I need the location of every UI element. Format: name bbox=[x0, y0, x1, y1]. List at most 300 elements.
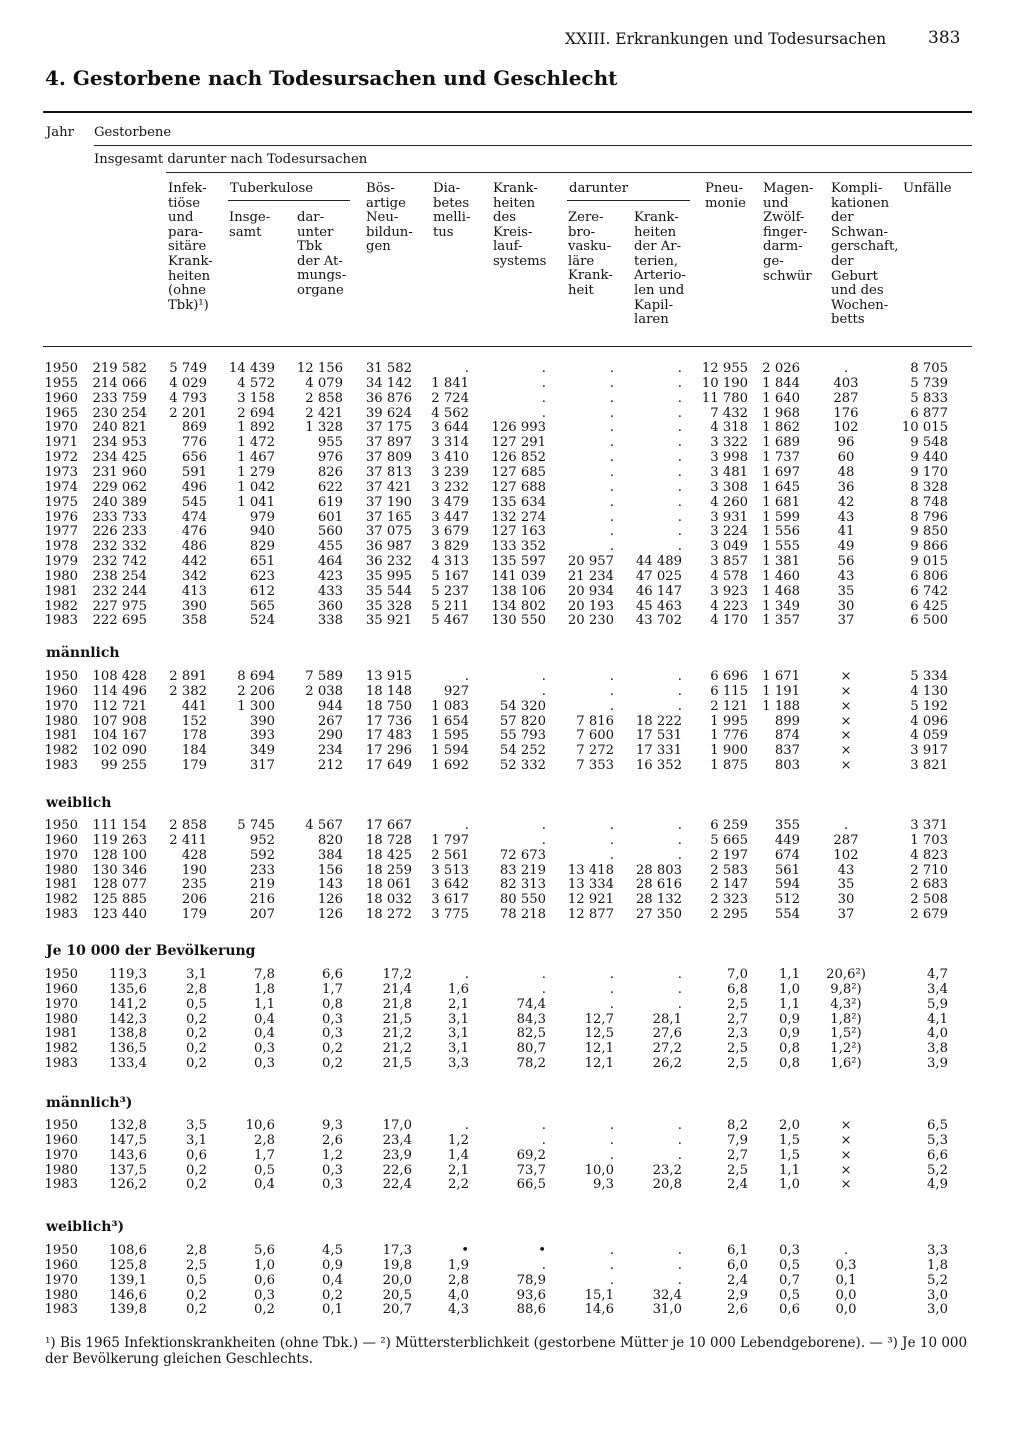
cell-insgesamt: 139,1 bbox=[109, 1272, 147, 1288]
cell-boesartig: 18 425 bbox=[365, 847, 412, 863]
cell-kreislauf: . bbox=[541, 818, 546, 833]
cell-insgesamt: 135,6 bbox=[109, 981, 147, 997]
cell-zerebro: . bbox=[609, 420, 614, 436]
cell-zerebro: . bbox=[609, 818, 614, 833]
cell-boesartig: 17 296 bbox=[365, 743, 412, 759]
cell-magen: 1 357 bbox=[762, 613, 800, 629]
cell-pneumonie: 6 259 bbox=[710, 818, 748, 833]
cell-zerebro: 12,7 bbox=[584, 1011, 614, 1027]
cell-diabetes: 2 561 bbox=[431, 847, 469, 863]
cell-infekt: 152 bbox=[181, 713, 207, 729]
cell-infekt: 591 bbox=[181, 464, 207, 480]
cell-year: 1970 bbox=[44, 996, 78, 1012]
cell-tbk-darunter: 1,2 bbox=[322, 1147, 343, 1163]
cell-tbk-darunter: 126 bbox=[317, 907, 343, 923]
cell-tbk-insgesamt: 393 bbox=[249, 728, 275, 744]
cell-infekt: 179 bbox=[181, 907, 207, 923]
cell-pneumonie: 2 197 bbox=[710, 847, 748, 863]
cell-kreislauf: . bbox=[541, 1118, 546, 1133]
cell-year: 1971 bbox=[44, 435, 78, 451]
cell-arterien: . bbox=[677, 1118, 682, 1133]
cell-infekt: 2 858 bbox=[169, 818, 207, 833]
cell-schwanger: 56 bbox=[837, 554, 855, 570]
cell-magen: 837 bbox=[774, 743, 800, 759]
table-row bbox=[0, 892, 1024, 908]
cell-schwanger: 96 bbox=[837, 435, 855, 451]
cell-insgesamt: 114 496 bbox=[92, 683, 147, 699]
cell-boesartig: 34 142 bbox=[365, 375, 412, 391]
col-kreislauf: Krank- heiten des Kreis- lauf- systems bbox=[493, 181, 547, 269]
cell-year: 1981 bbox=[44, 728, 78, 744]
cell-zerebro: 20 230 bbox=[567, 613, 614, 629]
cell-tbk-darunter: 0,8 bbox=[322, 996, 343, 1012]
cell-infekt: 0,2 bbox=[186, 1177, 207, 1193]
cell-year: 1950 bbox=[44, 818, 78, 833]
cell-tbk-insgesamt: 1,1 bbox=[254, 996, 275, 1012]
cell-kreislauf: 127 163 bbox=[491, 524, 546, 540]
table-row bbox=[0, 863, 1024, 879]
cell-pneumonie: 8,2 bbox=[727, 1118, 748, 1133]
cell-infekt: 486 bbox=[181, 539, 207, 555]
cell-boesartig: 17,2 bbox=[382, 967, 412, 982]
table-row bbox=[0, 599, 1024, 615]
cell-magen: 554 bbox=[774, 907, 800, 923]
cell-zerebro: 20 193 bbox=[567, 598, 614, 614]
cell-schwanger: 176 bbox=[833, 405, 859, 421]
cell-tbk-darunter: 6,6 bbox=[322, 967, 343, 982]
cell-boesartig: 36 876 bbox=[365, 390, 412, 406]
cell-magen: 1,1 bbox=[779, 967, 800, 982]
cell-insgesamt: 108,6 bbox=[109, 1243, 147, 1258]
cell-kreislauf: 138 106 bbox=[491, 583, 546, 599]
cell-insgesamt: 108 428 bbox=[92, 669, 147, 684]
cell-diabetes: 2,1 bbox=[448, 996, 469, 1012]
table-row bbox=[0, 1302, 1024, 1318]
cell-diabetes: 1 692 bbox=[431, 758, 469, 774]
cell-schwanger: × bbox=[840, 683, 852, 699]
cell-zerebro: . bbox=[609, 539, 614, 555]
cell-schwanger: 9,8²) bbox=[830, 981, 862, 997]
cell-pneumonie: 3 998 bbox=[710, 450, 748, 466]
cell-boesartig: 37 813 bbox=[365, 464, 412, 480]
cell-insgesamt: 136,5 bbox=[109, 1041, 147, 1057]
cell-arterien: 46 147 bbox=[635, 583, 682, 599]
cell-schwanger: × bbox=[840, 728, 852, 744]
cell-unfaelle: 2 710 bbox=[910, 862, 948, 878]
cell-zerebro: . bbox=[609, 669, 614, 684]
cell-arterien: . bbox=[677, 818, 682, 833]
cell-diabetes: 927 bbox=[443, 683, 469, 699]
cell-kreislauf: 74,4 bbox=[516, 996, 546, 1012]
cell-year: 1983 bbox=[44, 613, 78, 629]
cell-kreislauf: 135 597 bbox=[491, 554, 546, 570]
cell-magen: 1 349 bbox=[762, 598, 800, 614]
cell-infekt: 3,1 bbox=[186, 967, 207, 982]
cell-tbk-darunter: 2,6 bbox=[322, 1132, 343, 1148]
cell-arterien: . bbox=[677, 981, 682, 997]
cell-infekt: 206 bbox=[181, 892, 207, 908]
cell-kreislauf: 69,2 bbox=[516, 1147, 546, 1163]
cell-diabetes: 4,0 bbox=[448, 1287, 469, 1303]
section-label: weiblich bbox=[46, 795, 112, 811]
cell-zerebro: 13 418 bbox=[567, 862, 614, 878]
cell-unfaelle: 9 850 bbox=[910, 524, 948, 540]
cell-magen: 0,6 bbox=[779, 1302, 800, 1318]
cell-magen: 2,0 bbox=[779, 1118, 800, 1133]
table-row bbox=[0, 569, 1024, 585]
cell-pneumonie: 2,7 bbox=[727, 1011, 748, 1027]
cell-tbk-darunter: 820 bbox=[317, 832, 343, 848]
cell-infekt: 0,5 bbox=[186, 996, 207, 1012]
cell-infekt: 0,2 bbox=[186, 1056, 207, 1072]
cell-diabetes: . bbox=[464, 669, 469, 684]
cell-unfaelle: 2 508 bbox=[910, 892, 948, 908]
cell-arterien: 45 463 bbox=[635, 598, 682, 614]
cell-year: 1980 bbox=[44, 568, 78, 584]
cell-arterien: . bbox=[677, 464, 682, 480]
cell-infekt: 0,2 bbox=[186, 1041, 207, 1057]
cell-schwanger: × bbox=[840, 1132, 852, 1148]
cell-year: 1975 bbox=[44, 494, 78, 510]
cell-magen: 1 640 bbox=[762, 390, 800, 406]
cell-magen: 594 bbox=[774, 877, 800, 893]
table-row bbox=[0, 1163, 1024, 1179]
cell-unfaelle: 10 015 bbox=[901, 420, 948, 436]
cell-arterien: . bbox=[677, 494, 682, 510]
cell-diabetes: 3 513 bbox=[431, 862, 469, 878]
cell-pneumonie: 6 696 bbox=[710, 669, 748, 684]
cell-kreislauf: 93,6 bbox=[516, 1287, 546, 1303]
cell-year: 1955 bbox=[44, 375, 78, 391]
cell-arterien: . bbox=[677, 1272, 682, 1288]
cell-schwanger: 102 bbox=[833, 847, 859, 863]
cell-diabetes: 2,8 bbox=[448, 1272, 469, 1288]
cell-year: 1983 bbox=[44, 907, 78, 923]
cell-tbk-darunter: 2 858 bbox=[305, 390, 343, 406]
cell-arterien: 28 132 bbox=[635, 892, 682, 908]
cell-insgesamt: 139,8 bbox=[109, 1302, 147, 1318]
cell-boesartig: 18 728 bbox=[365, 832, 412, 848]
cell-unfaelle: 5,3 bbox=[927, 1132, 948, 1148]
cell-tbk-insgesamt: 207 bbox=[249, 907, 275, 923]
cell-infekt: 476 bbox=[181, 524, 207, 540]
table-row bbox=[0, 833, 1024, 849]
table-row bbox=[0, 361, 1024, 377]
cell-pneumonie: 4 578 bbox=[710, 568, 748, 584]
table-row bbox=[0, 877, 1024, 893]
cell-insgesamt: 111 154 bbox=[92, 818, 147, 833]
cell-arterien: . bbox=[677, 996, 682, 1012]
cell-tbk-insgesamt: 317 bbox=[249, 758, 275, 774]
cell-year: 1980 bbox=[44, 1011, 78, 1027]
cell-pneumonie: 2,5 bbox=[727, 1162, 748, 1178]
cell-magen: 1 681 bbox=[762, 494, 800, 510]
cell-schwanger: × bbox=[840, 758, 852, 774]
cell-tbk-insgesamt: 1 041 bbox=[237, 494, 275, 510]
cell-schwanger: × bbox=[840, 1118, 852, 1133]
cell-schwanger: 1,2²) bbox=[830, 1041, 862, 1057]
cell-year: 1970 bbox=[44, 420, 78, 436]
cell-tbk-darunter: 0,3 bbox=[322, 1177, 343, 1193]
cell-diabetes: 3 410 bbox=[431, 450, 469, 466]
cell-magen: 1,5 bbox=[779, 1132, 800, 1148]
cell-kreislauf: . bbox=[541, 1257, 546, 1273]
cell-tbk-insgesamt: 1 892 bbox=[237, 420, 275, 436]
cell-tbk-insgesamt: 0,4 bbox=[254, 1177, 275, 1193]
table-row bbox=[0, 818, 1024, 834]
cell-year: 1970 bbox=[44, 847, 78, 863]
cell-kreislauf: 54 252 bbox=[499, 743, 546, 759]
cell-year: 1982 bbox=[44, 892, 78, 908]
cell-kreislauf: 52 332 bbox=[499, 758, 546, 774]
cell-kreislauf: 126 852 bbox=[491, 450, 546, 466]
cell-boesartig: 31 582 bbox=[365, 361, 412, 376]
cell-infekt: 0,2 bbox=[186, 1287, 207, 1303]
cell-magen: 561 bbox=[774, 862, 800, 878]
cell-diabetes: 3,1 bbox=[448, 1026, 469, 1042]
table-row bbox=[0, 714, 1024, 730]
cell-infekt: 776 bbox=[181, 435, 207, 451]
cell-year: 1950 bbox=[44, 1243, 78, 1258]
table-row bbox=[0, 1273, 1024, 1289]
cell-unfaelle: 3,8 bbox=[927, 1041, 948, 1057]
cell-kreislauf: 78 218 bbox=[499, 907, 546, 923]
cell-tbk-insgesamt: 592 bbox=[249, 847, 275, 863]
cell-infekt: 358 bbox=[181, 613, 207, 629]
cell-tbk-darunter: 267 bbox=[317, 713, 343, 729]
cell-diabetes: . bbox=[464, 1118, 469, 1133]
cell-pneumonie: 2,5 bbox=[727, 996, 748, 1012]
table-row bbox=[0, 1288, 1024, 1304]
cell-infekt: 190 bbox=[181, 862, 207, 878]
cell-unfaelle: 1,8 bbox=[927, 1257, 948, 1273]
cell-zerebro: 7 816 bbox=[576, 713, 614, 729]
cell-tbk-insgesamt: 3 158 bbox=[237, 390, 275, 406]
cell-diabetes: 4 562 bbox=[431, 405, 469, 421]
cell-tbk-insgesamt: 1 467 bbox=[237, 450, 275, 466]
cell-zerebro: 13 334 bbox=[567, 877, 614, 893]
table-row bbox=[0, 435, 1024, 451]
cell-tbk-insgesamt: 2,8 bbox=[254, 1132, 275, 1148]
cell-diabetes: . bbox=[464, 818, 469, 833]
cell-insgesamt: 219 582 bbox=[92, 361, 147, 376]
cell-magen: 1 556 bbox=[762, 524, 800, 540]
cell-magen: 355 bbox=[774, 818, 800, 833]
cell-boesartig: 35 995 bbox=[365, 568, 412, 584]
cell-boesartig: 19,8 bbox=[382, 1257, 412, 1273]
table-row bbox=[0, 554, 1024, 570]
cell-zerebro: 20 957 bbox=[567, 554, 614, 570]
cell-diabetes: 1 797 bbox=[431, 832, 469, 848]
cell-pneumonie: 2,5 bbox=[727, 1056, 748, 1072]
cell-boesartig: 18 061 bbox=[365, 877, 412, 893]
cell-arterien: . bbox=[677, 420, 682, 436]
cell-infekt: 3,1 bbox=[186, 1132, 207, 1148]
cell-schwanger: 35 bbox=[837, 877, 855, 893]
cell-year: 1970 bbox=[44, 1272, 78, 1288]
cell-zerebro: . bbox=[609, 996, 614, 1012]
cell-schwanger: 49 bbox=[837, 539, 855, 555]
cell-year: 1960 bbox=[44, 683, 78, 699]
cell-arterien: 43 702 bbox=[635, 613, 682, 629]
cell-tbk-darunter: 7 589 bbox=[305, 669, 343, 684]
cell-unfaelle: 1 703 bbox=[910, 832, 948, 848]
cell-pneumonie: 6 115 bbox=[710, 683, 748, 699]
cell-schwanger: 0,0 bbox=[835, 1287, 857, 1303]
cell-schwanger: 287 bbox=[833, 832, 859, 848]
cell-year: 1960 bbox=[44, 1257, 78, 1273]
cell-unfaelle: 4 059 bbox=[910, 728, 948, 744]
cell-tbk-insgesamt: 651 bbox=[249, 554, 275, 570]
cell-zerebro: 9,3 bbox=[593, 1177, 614, 1193]
cell-infekt: 2 201 bbox=[169, 405, 207, 421]
cell-infekt: 545 bbox=[181, 494, 207, 510]
cell-diabetes: 4 313 bbox=[431, 554, 469, 570]
col-arterien: Krank- heiten der Ar- terien, Arterio- len und Kapil- laren bbox=[634, 210, 686, 328]
cell-arterien: . bbox=[677, 683, 682, 699]
cell-kreislauf: 55 793 bbox=[499, 728, 546, 744]
cell-pneumonie: 3 322 bbox=[710, 435, 748, 451]
cell-unfaelle: 6,6 bbox=[927, 1147, 948, 1163]
cell-zerebro: 15,1 bbox=[584, 1287, 614, 1303]
cell-year: 1972 bbox=[44, 450, 78, 466]
cell-arterien: . bbox=[677, 698, 682, 714]
cell-boesartig: 17 736 bbox=[365, 713, 412, 729]
cell-insgesamt: 119 263 bbox=[92, 832, 147, 848]
cell-infekt: 0,6 bbox=[186, 1147, 207, 1163]
cell-tbk-darunter: 601 bbox=[317, 509, 343, 525]
cell-pneumonie: 1 900 bbox=[710, 743, 748, 759]
cell-schwanger: 1,5²) bbox=[830, 1026, 862, 1042]
cell-year: 1980 bbox=[44, 1287, 78, 1303]
cell-schwanger: 43 bbox=[837, 862, 855, 878]
cell-tbk-darunter: 143 bbox=[317, 877, 343, 893]
cell-diabetes: . bbox=[464, 361, 469, 376]
cell-boesartig: 21,4 bbox=[382, 981, 412, 997]
cell-boesartig: 18 750 bbox=[365, 698, 412, 714]
cell-unfaelle: 4 823 bbox=[910, 847, 948, 863]
section-label: Je 10 000 der Bevölkerung bbox=[46, 943, 256, 959]
cell-pneumonie: 5 665 bbox=[710, 832, 748, 848]
cell-unfaelle: 6 877 bbox=[910, 405, 948, 421]
cell-infekt: 496 bbox=[181, 479, 207, 495]
cell-year: 1981 bbox=[44, 877, 78, 893]
cell-tbk-darunter: 0,4 bbox=[322, 1272, 343, 1288]
cell-diabetes: . bbox=[464, 967, 469, 982]
cell-boesartig: 21,5 bbox=[382, 1011, 412, 1027]
cell-boesartig: 17,3 bbox=[382, 1243, 412, 1258]
cell-magen: 1,0 bbox=[779, 981, 800, 997]
cell-zerebro: 10,0 bbox=[584, 1162, 614, 1178]
cell-kreislauf: . bbox=[541, 981, 546, 997]
col-tbk-insgesamt: Insge- samt bbox=[229, 210, 271, 240]
cell-magen: 0,3 bbox=[779, 1243, 800, 1258]
col-darunter: darunter bbox=[569, 181, 629, 196]
cell-tbk-insgesamt: 219 bbox=[249, 877, 275, 893]
cell-insgesamt: 119,3 bbox=[109, 967, 147, 982]
cell-insgesamt: 222 695 bbox=[92, 613, 147, 629]
cell-zerebro: . bbox=[609, 361, 614, 376]
cell-pneumonie: 6,1 bbox=[727, 1243, 748, 1258]
table-row bbox=[0, 420, 1024, 436]
cell-arterien: 26,2 bbox=[652, 1056, 682, 1072]
cell-zerebro: . bbox=[609, 967, 614, 982]
cell-tbk-darunter: 0,1 bbox=[322, 1302, 343, 1318]
cell-insgesamt: 130 346 bbox=[92, 862, 147, 878]
cell-unfaelle: 5 833 bbox=[910, 390, 948, 406]
cell-tbk-darunter: 0,2 bbox=[322, 1056, 343, 1072]
cell-unfaelle: 6 742 bbox=[910, 583, 948, 599]
col-jahr: Jahr bbox=[46, 125, 74, 140]
cell-insgesamt: 232 244 bbox=[92, 583, 147, 599]
cell-arterien: . bbox=[677, 361, 682, 376]
cell-arterien: . bbox=[677, 375, 682, 391]
cell-zerebro: . bbox=[609, 435, 614, 451]
cell-schwanger: 403 bbox=[833, 375, 859, 391]
table-row bbox=[0, 480, 1024, 496]
cell-boesartig: 20,5 bbox=[382, 1287, 412, 1303]
cell-tbk-darunter: 0,2 bbox=[322, 1041, 343, 1057]
cell-insgesamt: 233 759 bbox=[92, 390, 147, 406]
cell-zerebro: . bbox=[609, 1118, 614, 1133]
table-row bbox=[0, 510, 1024, 526]
cell-arterien: 28 616 bbox=[635, 877, 682, 893]
cell-magen: 449 bbox=[774, 832, 800, 848]
table-row bbox=[0, 406, 1024, 422]
cell-diabetes: 1,9 bbox=[448, 1257, 469, 1273]
cell-boesartig: 23,4 bbox=[382, 1132, 412, 1148]
cell-tbk-insgesamt: 390 bbox=[249, 713, 275, 729]
cell-unfaelle: 3,3 bbox=[927, 1243, 948, 1258]
table-title: 4. Gestorbene nach Todesursachen und Geschlecht bbox=[45, 66, 618, 90]
cell-unfaelle: 4 096 bbox=[910, 713, 948, 729]
footnote: ¹) Bis 1965 Infektionskrankheiten (ohne Tbk.) — ²) Müttersterblichkeit (gestorbene Mütter je 10 000 Lebendgeborene). — ³) Je 10 000 der Bevölkerung gleichen Geschlechts. bbox=[45, 1335, 968, 1367]
cell-diabetes: 1 594 bbox=[431, 743, 469, 759]
cell-infekt: 2 411 bbox=[169, 832, 207, 848]
cell-infekt: 413 bbox=[181, 583, 207, 599]
cell-insgesamt: 143,6 bbox=[109, 1147, 147, 1163]
table-row bbox=[0, 465, 1024, 481]
cell-year: 1980 bbox=[44, 713, 78, 729]
cell-kreislauf: 88,6 bbox=[516, 1302, 546, 1318]
cell-insgesamt: 125,8 bbox=[109, 1257, 147, 1273]
cell-pneumonie: 11 780 bbox=[701, 390, 748, 406]
col-zerebro: Zere- bro- vasku- läre Krank- heit bbox=[568, 210, 613, 298]
cell-insgesamt: 123 440 bbox=[92, 907, 147, 923]
cell-pneumonie: 2 147 bbox=[710, 877, 748, 893]
cell-insgesamt: 99 255 bbox=[100, 758, 147, 774]
table-row bbox=[0, 495, 1024, 511]
cell-schwanger: 42 bbox=[837, 494, 855, 510]
cell-infekt: 2 382 bbox=[169, 683, 207, 699]
cell-year: 1980 bbox=[44, 862, 78, 878]
cell-tbk-darunter: 1 328 bbox=[305, 420, 343, 436]
cell-tbk-darunter: 1,7 bbox=[322, 981, 343, 997]
cell-insgesamt: 146,6 bbox=[109, 1287, 147, 1303]
cell-arterien: . bbox=[677, 832, 682, 848]
cell-magen: 1 599 bbox=[762, 509, 800, 525]
cell-year: 1960 bbox=[44, 832, 78, 848]
cell-insgesamt: 132,8 bbox=[109, 1118, 147, 1133]
cell-magen: 899 bbox=[774, 713, 800, 729]
cell-arterien: 17 331 bbox=[635, 743, 682, 759]
cell-unfaelle: 9 548 bbox=[910, 435, 948, 451]
cell-magen: 0,5 bbox=[779, 1287, 800, 1303]
table-row bbox=[0, 539, 1024, 555]
cell-diabetes: 3,1 bbox=[448, 1011, 469, 1027]
cell-year: 1983 bbox=[44, 758, 78, 774]
cell-arterien: 27,6 bbox=[652, 1026, 682, 1042]
